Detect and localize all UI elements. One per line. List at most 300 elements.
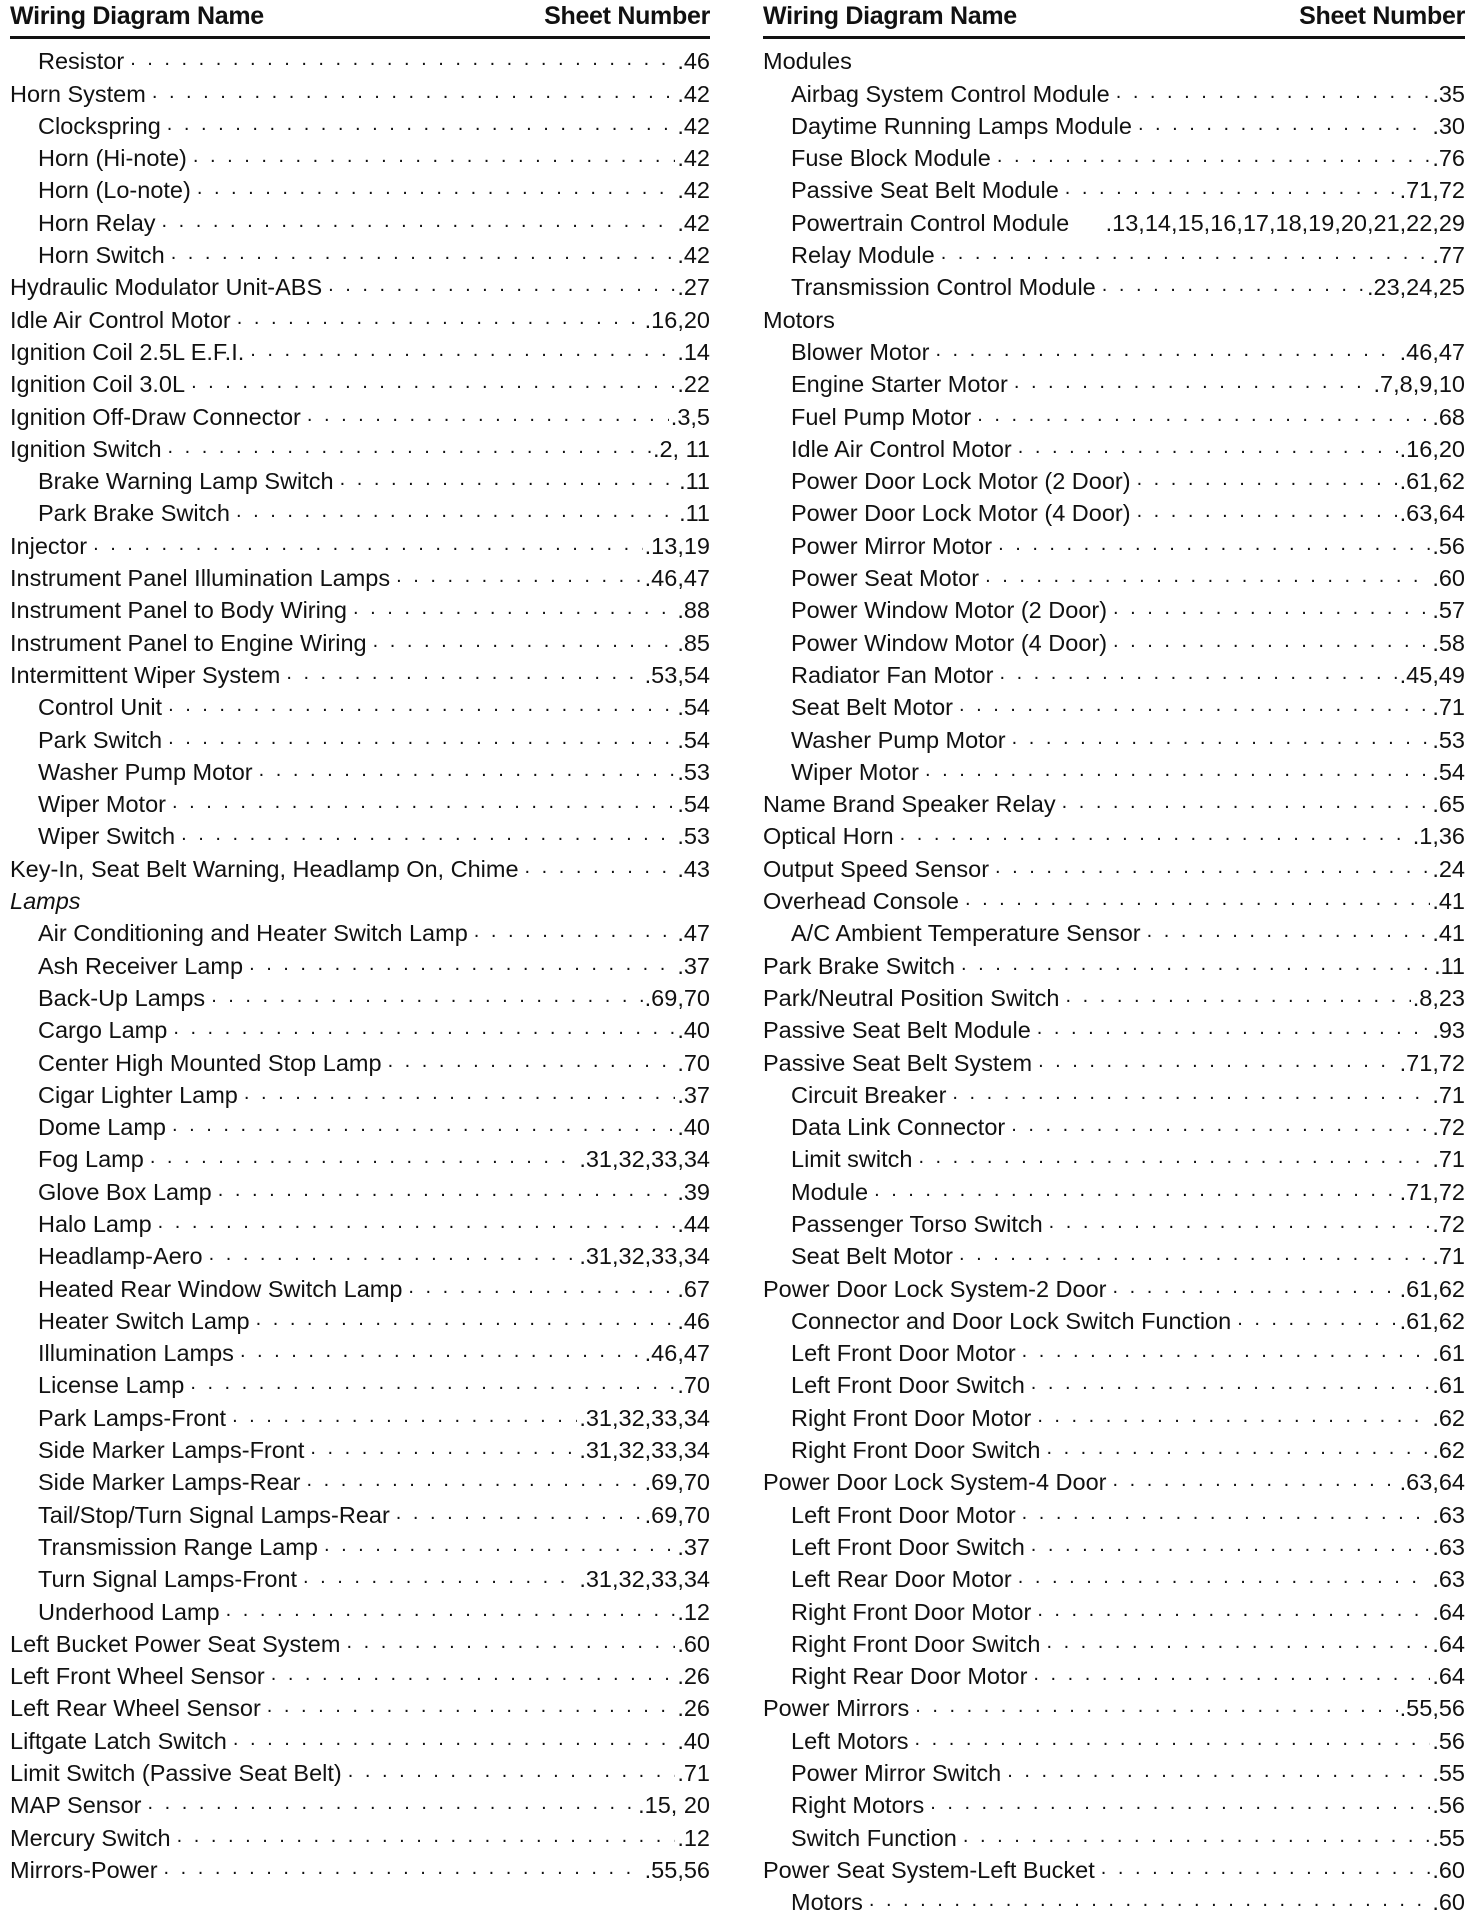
sheet-number: .68 bbox=[1432, 403, 1465, 430]
index-entry bbox=[763, 1625, 1465, 1657]
index-entry bbox=[763, 914, 1465, 946]
entry-label: Injector bbox=[10, 532, 88, 559]
entry-label: Module bbox=[791, 1178, 869, 1205]
index-entry bbox=[10, 526, 710, 558]
sheet-number: .11 bbox=[679, 468, 710, 495]
entry-label: Engine Starter Motor bbox=[791, 371, 1008, 398]
entry-label: Cigar Lighter Lamp bbox=[38, 1081, 238, 1108]
sheet-number: .37 bbox=[677, 1533, 710, 1560]
entry-label: Back-Up Lamps bbox=[38, 984, 206, 1011]
dot-leader bbox=[985, 563, 1430, 591]
sheet-number: .69,70 bbox=[644, 984, 710, 1011]
entry-label: Turn Signal Lamps-Front bbox=[38, 1566, 298, 1593]
entry-label: Left Front Door Motor bbox=[791, 1340, 1016, 1367]
index-entry bbox=[10, 1076, 710, 1108]
sheet-number: .23,24,25 bbox=[1366, 274, 1465, 301]
index-entry bbox=[763, 1366, 1465, 1398]
index-entry bbox=[10, 1398, 710, 1430]
dot-leader bbox=[925, 757, 1430, 785]
index-entry bbox=[10, 785, 710, 817]
dot-leader bbox=[164, 1855, 643, 1883]
index-entry bbox=[10, 1528, 710, 1560]
dot-leader bbox=[168, 434, 651, 462]
dot-leader bbox=[1046, 1435, 1430, 1463]
index-entry bbox=[763, 1431, 1465, 1463]
dot-leader bbox=[256, 1306, 676, 1334]
sheet-number: .11 bbox=[679, 500, 710, 527]
dot-leader bbox=[408, 1274, 675, 1302]
index-entry bbox=[763, 1076, 1465, 1108]
sheet-number: .71 bbox=[1432, 694, 1465, 721]
index-entry bbox=[10, 849, 710, 881]
dot-leader bbox=[249, 951, 675, 979]
entry-label: Switch Function bbox=[791, 1824, 957, 1851]
index-entry bbox=[10, 753, 710, 785]
entry-label: Park Lamps-Front bbox=[38, 1404, 227, 1431]
dot-leader bbox=[167, 111, 676, 139]
sheet-number: .56 bbox=[1432, 1727, 1465, 1754]
dot-leader bbox=[1137, 466, 1398, 494]
entry-label: Left Front Door Switch bbox=[791, 1372, 1025, 1399]
dot-leader bbox=[244, 1080, 675, 1108]
entry-label: Circuit Breaker bbox=[791, 1081, 947, 1108]
entry-label: Ignition Coil 3.0L bbox=[10, 371, 186, 398]
index-entry bbox=[10, 1786, 710, 1818]
entry-label: Illumination Lamps bbox=[38, 1340, 234, 1367]
dot-leader bbox=[1062, 789, 1431, 817]
index-entry bbox=[763, 397, 1465, 429]
index-entry bbox=[763, 817, 1465, 849]
entry-label: Power Mirror Motor bbox=[791, 532, 993, 559]
dot-leader bbox=[1138, 111, 1430, 139]
dot-leader bbox=[995, 854, 1430, 882]
entry-label: Seat Belt Motor bbox=[791, 694, 953, 721]
index-entry bbox=[763, 1786, 1465, 1818]
entry-label: Mercury Switch bbox=[10, 1824, 171, 1851]
dot-leader bbox=[930, 1790, 1430, 1818]
index-entry bbox=[10, 268, 710, 300]
dot-leader bbox=[172, 1112, 675, 1140]
sheet-number: .60 bbox=[1432, 565, 1465, 592]
entry-label: Left Motors bbox=[791, 1727, 909, 1754]
dot-leader bbox=[396, 563, 643, 591]
index-entry bbox=[763, 656, 1465, 688]
sheet-number: .53 bbox=[677, 823, 710, 850]
sheet-number: .63 bbox=[1432, 1566, 1465, 1593]
dot-leader bbox=[952, 1080, 1430, 1108]
entry-label: MAP Sensor bbox=[10, 1792, 142, 1819]
sheet-number: .40 bbox=[677, 1727, 710, 1754]
entry-label: Ignition Switch bbox=[10, 435, 162, 462]
dot-leader bbox=[191, 369, 675, 397]
entry-label: Right Front Door Switch bbox=[791, 1437, 1041, 1464]
entry-label: Side Marker Lamps-Rear bbox=[38, 1469, 301, 1496]
sheet-number: .93 bbox=[1432, 1017, 1465, 1044]
index-entry bbox=[763, 753, 1465, 785]
entry-label: Side Marker Lamps-Front bbox=[38, 1437, 305, 1464]
dot-leader bbox=[303, 1564, 577, 1592]
index-entry bbox=[763, 139, 1465, 171]
sheet-number: .30 bbox=[1432, 112, 1465, 139]
dot-leader bbox=[233, 1726, 675, 1754]
wiring-diagram-name-heading: Wiring Diagram Name bbox=[10, 2, 264, 30]
index-entry bbox=[10, 1011, 710, 1043]
entry-label: Dome Lamp bbox=[38, 1114, 166, 1141]
entry-label: Power Seat System-Left Bucket bbox=[763, 1856, 1095, 1883]
left-index-list bbox=[10, 39, 710, 1883]
index-entry bbox=[763, 1269, 1465, 1301]
entry-label: Instrument Panel to Body Wiring bbox=[10, 597, 347, 624]
dot-leader bbox=[158, 1209, 676, 1237]
sheet-number: .12 bbox=[677, 1598, 710, 1625]
sheet-number: .54 bbox=[677, 791, 710, 818]
dot-leader bbox=[168, 725, 675, 753]
dot-leader bbox=[1033, 1661, 1430, 1689]
index-entry bbox=[10, 817, 710, 849]
dot-leader bbox=[965, 886, 1430, 914]
entry-label: Power Door Lock Motor (4 Door) bbox=[791, 500, 1131, 527]
dot-leader bbox=[1116, 79, 1431, 107]
entry-label: Passive Seat Belt Module bbox=[791, 177, 1059, 204]
sheet-number: .31,32,33,34 bbox=[579, 1146, 710, 1173]
dot-leader bbox=[1237, 1306, 1397, 1334]
dot-leader bbox=[1022, 1338, 1431, 1366]
entry-label: Limit Switch (Passive Seat Belt) bbox=[10, 1760, 342, 1787]
sheet-number: .39 bbox=[677, 1178, 710, 1205]
sheet-number: .64 bbox=[1432, 1598, 1465, 1625]
entry-label: Fuel Pump Motor bbox=[791, 403, 972, 430]
index-entry bbox=[763, 203, 1465, 235]
entry-label: Limit switch bbox=[791, 1146, 913, 1173]
sheet-number: .42 bbox=[677, 209, 710, 236]
entry-label: Underhood Lamp bbox=[38, 1598, 220, 1625]
sheet-number: .15, 20 bbox=[638, 1792, 710, 1819]
dot-leader bbox=[1011, 1112, 1430, 1140]
index-entry bbox=[763, 1818, 1465, 1850]
entry-label: Horn (Lo-note) bbox=[38, 177, 191, 204]
entry-label: Transmission Control Module bbox=[791, 274, 1096, 301]
entry-label: Powertrain Control Module bbox=[791, 209, 1070, 236]
index-entry bbox=[763, 1398, 1465, 1430]
sheet-number: .63 bbox=[1432, 1533, 1465, 1560]
entry-label: Optical Horn bbox=[763, 823, 894, 850]
dot-leader bbox=[240, 1338, 643, 1366]
sheet-number: .42 bbox=[677, 242, 710, 269]
entry-label: Fog Lamp bbox=[38, 1146, 144, 1173]
index-entry bbox=[10, 1237, 710, 1269]
index-entry bbox=[10, 365, 710, 397]
entry-label: Left Front Door Switch bbox=[791, 1533, 1025, 1560]
index-entry bbox=[763, 1302, 1465, 1334]
sheet-number: .44 bbox=[677, 1210, 710, 1237]
dot-leader bbox=[171, 240, 676, 268]
index-entry bbox=[10, 914, 710, 946]
entry-label: Horn System bbox=[10, 80, 146, 107]
entry-label: Heated Rear Window Switch Lamp bbox=[38, 1275, 403, 1302]
index-entry bbox=[763, 494, 1465, 526]
entry-label: Right Rear Door Motor bbox=[791, 1663, 1028, 1690]
sheet-number: .54 bbox=[1432, 758, 1465, 785]
entry-label: Output Speed Sensor bbox=[763, 855, 990, 882]
entry-label: Resistor bbox=[38, 48, 125, 75]
index-entry bbox=[10, 882, 710, 914]
entry-label: Relay Module bbox=[791, 242, 935, 269]
dot-leader bbox=[1112, 1274, 1397, 1302]
dot-leader bbox=[286, 660, 642, 688]
dot-leader bbox=[373, 628, 676, 656]
sheet-number: .31,32,33,34 bbox=[579, 1566, 710, 1593]
index-entry bbox=[10, 720, 710, 752]
sheet-number: .60 bbox=[1432, 1856, 1465, 1883]
dot-leader bbox=[997, 143, 1430, 171]
sheet-number-heading: Sheet Number bbox=[544, 2, 710, 30]
index-entry bbox=[10, 946, 710, 978]
sheet-number: .46 bbox=[677, 1307, 710, 1334]
index-entry bbox=[10, 107, 710, 139]
dot-leader bbox=[1012, 725, 1431, 753]
entry-label: Park Brake Switch bbox=[38, 500, 230, 527]
sheet-number: .61 bbox=[1432, 1372, 1465, 1399]
entry-label: Power Door Lock System-4 Door bbox=[763, 1469, 1107, 1496]
index-entry bbox=[763, 1560, 1465, 1592]
entry-label: Park Switch bbox=[38, 726, 163, 753]
sheet-number: .71 bbox=[1432, 1146, 1465, 1173]
dot-leader bbox=[935, 337, 1397, 365]
sheet-number: .55 bbox=[1432, 1760, 1465, 1787]
sheet-number: .42 bbox=[677, 80, 710, 107]
dot-leader bbox=[396, 1500, 643, 1528]
sheet-number: .76 bbox=[1432, 145, 1465, 172]
index-entry bbox=[10, 462, 710, 494]
dot-leader bbox=[93, 531, 643, 559]
sheet-number: .56 bbox=[1432, 532, 1465, 559]
sheet-number: .12 bbox=[677, 1824, 710, 1851]
right-column-header bbox=[763, 0, 1465, 39]
dot-leader bbox=[1113, 595, 1430, 623]
sheet-number: .72 bbox=[1432, 1210, 1465, 1237]
sheet-number: .35 bbox=[1432, 80, 1465, 107]
dot-leader bbox=[1014, 369, 1372, 397]
entry-label: Power Door Lock Motor (2 Door) bbox=[791, 468, 1131, 495]
sheet-number: .40 bbox=[677, 1017, 710, 1044]
index-entry bbox=[763, 268, 1465, 300]
index-entry bbox=[10, 1431, 710, 1463]
sheet-number: .64 bbox=[1432, 1663, 1465, 1690]
sheet-number: .70 bbox=[677, 1049, 710, 1076]
entry-label: Idle Air Control Motor bbox=[791, 435, 1012, 462]
left-column-header bbox=[10, 0, 710, 39]
index-entry bbox=[10, 203, 710, 235]
sheet-number: .54 bbox=[677, 694, 710, 721]
entry-label: Power Mirror Switch bbox=[791, 1760, 1002, 1787]
entry-label: Right Motors bbox=[791, 1792, 925, 1819]
index-entry bbox=[10, 42, 710, 74]
sheet-number: .46,47 bbox=[644, 1340, 710, 1367]
index-entry bbox=[10, 1302, 710, 1334]
entry-label: Power Window Motor (4 Door) bbox=[791, 629, 1108, 656]
index-entry bbox=[763, 1689, 1465, 1721]
sheet-number: .71,72 bbox=[1399, 1178, 1465, 1205]
sheet-number: .55,56 bbox=[1399, 1695, 1465, 1722]
entry-label: Left Front Wheel Sensor bbox=[10, 1663, 265, 1690]
index-entry bbox=[10, 494, 710, 526]
entry-label: Motors bbox=[791, 1889, 863, 1915]
index-entry bbox=[10, 333, 710, 365]
sheet-number: .16,20 bbox=[644, 306, 710, 333]
dot-leader bbox=[941, 240, 1431, 268]
index-entry bbox=[10, 1108, 710, 1140]
sheet-number: .41 bbox=[1432, 920, 1465, 947]
entry-label: Washer Pump Motor bbox=[791, 726, 1006, 753]
sheet-number: .64 bbox=[1432, 1630, 1465, 1657]
sheet-number: .69,70 bbox=[644, 1469, 710, 1496]
index-entry bbox=[763, 1657, 1465, 1689]
index-entry bbox=[763, 300, 1465, 332]
entry-label: Washer Pump Motor bbox=[38, 758, 253, 785]
index-entry bbox=[10, 979, 710, 1011]
sheet-number: .57 bbox=[1432, 597, 1465, 624]
dot-leader bbox=[307, 402, 669, 430]
index-entry bbox=[10, 1592, 710, 1624]
index-entry bbox=[763, 946, 1465, 978]
sheet-number: .46,47 bbox=[1399, 338, 1465, 365]
index-entry bbox=[763, 591, 1465, 623]
index-entry bbox=[10, 623, 710, 655]
sheet-number: .46 bbox=[677, 48, 710, 75]
dot-leader bbox=[1101, 1855, 1431, 1883]
wiring-diagram-name-heading: Wiring Diagram Name bbox=[763, 2, 1017, 30]
sheet-number: .60 bbox=[1432, 1889, 1465, 1915]
index-entry bbox=[10, 430, 710, 462]
entry-label: Right Front Door Switch bbox=[791, 1630, 1041, 1657]
index-entry bbox=[10, 1269, 710, 1301]
entry-label: Key-In, Seat Belt Warning, Headlamp On, Chime bbox=[10, 855, 519, 882]
dot-leader bbox=[267, 1693, 676, 1721]
entry-label: Passenger Torso Switch bbox=[791, 1210, 1043, 1237]
entry-label: Cargo Lamp bbox=[38, 1017, 168, 1044]
dot-leader bbox=[173, 1015, 675, 1043]
index-entry bbox=[763, 1592, 1465, 1624]
dot-leader bbox=[152, 79, 676, 107]
dot-leader bbox=[959, 692, 1430, 720]
entry-label: Control Unit bbox=[38, 694, 163, 721]
index-entry bbox=[763, 1754, 1465, 1786]
dot-leader bbox=[1031, 1370, 1431, 1398]
sheet-number: .72 bbox=[1432, 1114, 1465, 1141]
sheet-number: .54 bbox=[677, 726, 710, 753]
index-entry bbox=[763, 1495, 1465, 1527]
index-entry bbox=[10, 1334, 710, 1366]
dot-leader bbox=[959, 1241, 1430, 1269]
index-entry bbox=[10, 1689, 710, 1721]
index-entry bbox=[763, 1108, 1465, 1140]
index-entry bbox=[10, 1625, 710, 1657]
index-entry bbox=[10, 688, 710, 720]
dot-leader bbox=[177, 1823, 676, 1851]
sheet-number: .43 bbox=[677, 855, 710, 882]
dot-leader bbox=[197, 175, 676, 203]
index-entry bbox=[10, 1172, 710, 1204]
entry-label: Halo Lamp bbox=[38, 1210, 152, 1237]
entry-label: Transmission Range Lamp bbox=[38, 1533, 318, 1560]
entry-label: Hydraulic Modulator Unit-ABS bbox=[10, 274, 323, 301]
index-entry bbox=[763, 1883, 1465, 1915]
dot-leader bbox=[915, 1726, 1431, 1754]
sheet-number: .26 bbox=[677, 1663, 710, 1690]
dot-leader bbox=[1007, 1758, 1430, 1786]
entry-label: Glove Box Lamp bbox=[38, 1178, 212, 1205]
sheet-number: .58 bbox=[1432, 629, 1465, 656]
entry-label: Left Rear Wheel Sensor bbox=[10, 1695, 261, 1722]
sheet-number: .69,70 bbox=[644, 1501, 710, 1528]
left-column bbox=[10, 0, 710, 1883]
entry-label: Name Brand Speaker Relay bbox=[763, 791, 1056, 818]
sheet-number: .13,14,15,16,17,18,19,20,21,22,29 bbox=[1105, 209, 1465, 236]
sheet-number: .61,62 bbox=[1399, 468, 1465, 495]
entry-label: License Lamp bbox=[38, 1372, 185, 1399]
dot-leader bbox=[307, 1467, 643, 1495]
sheet-number: .40 bbox=[677, 1114, 710, 1141]
dot-leader bbox=[1018, 1564, 1431, 1592]
dot-leader bbox=[271, 1661, 676, 1689]
sheet-number: .31,32,33,34 bbox=[579, 1437, 710, 1464]
sheet-number: .42 bbox=[677, 177, 710, 204]
dot-leader bbox=[348, 1758, 676, 1786]
dot-leader bbox=[340, 466, 677, 494]
sheet-number: .61 bbox=[1432, 1340, 1465, 1367]
sheet-number: .47 bbox=[677, 920, 710, 947]
index-entry bbox=[763, 365, 1465, 397]
entry-label: Park Brake Switch bbox=[763, 952, 955, 979]
index-entry bbox=[763, 623, 1465, 655]
dot-leader bbox=[525, 854, 676, 882]
dot-leader bbox=[310, 1435, 577, 1463]
dot-leader bbox=[150, 1144, 578, 1172]
entry-label: Horn Relay bbox=[38, 209, 156, 236]
index-entry bbox=[763, 688, 1465, 720]
sheet-number: .71,72 bbox=[1399, 1049, 1465, 1076]
sheet-number: .62 bbox=[1432, 1437, 1465, 1464]
sheet-number: .70 bbox=[677, 1372, 710, 1399]
sheet-number: .71,72 bbox=[1399, 177, 1465, 204]
dot-leader bbox=[474, 918, 676, 946]
sheet-number: .71 bbox=[677, 1760, 710, 1787]
dot-leader bbox=[168, 692, 675, 720]
entry-label: Ignition Off-Draw Connector bbox=[10, 403, 301, 430]
dot-leader bbox=[1037, 1015, 1431, 1043]
sheet-number: .55 bbox=[1432, 1824, 1465, 1851]
index-entry bbox=[763, 171, 1465, 203]
sheet-number: .53 bbox=[1432, 726, 1465, 753]
entry-label: Horn (Hi-note) bbox=[38, 145, 187, 172]
index-entry bbox=[10, 1205, 710, 1237]
sheet-number: .24 bbox=[1432, 855, 1465, 882]
index-entry bbox=[763, 1528, 1465, 1560]
entry-label: Radiator Fan Motor bbox=[791, 661, 994, 688]
dot-leader bbox=[346, 1629, 675, 1657]
sheet-number: .61,62 bbox=[1399, 1307, 1465, 1334]
dot-leader bbox=[250, 337, 675, 365]
entry-label: Tail/Stop/Turn Signal Lamps-Rear bbox=[38, 1501, 390, 1528]
dot-leader bbox=[1112, 1467, 1397, 1495]
entry-label: Park/Neutral Position Switch bbox=[763, 984, 1060, 1011]
index-entry bbox=[763, 236, 1465, 268]
sheet-number: .3,5 bbox=[670, 403, 710, 430]
entry-label: Horn Switch bbox=[38, 242, 165, 269]
entry-label: Passive Seat Belt System bbox=[763, 1049, 1033, 1076]
index-entry bbox=[763, 1140, 1465, 1172]
entry-label: Air Conditioning and Heater Switch Lamp bbox=[38, 920, 468, 947]
